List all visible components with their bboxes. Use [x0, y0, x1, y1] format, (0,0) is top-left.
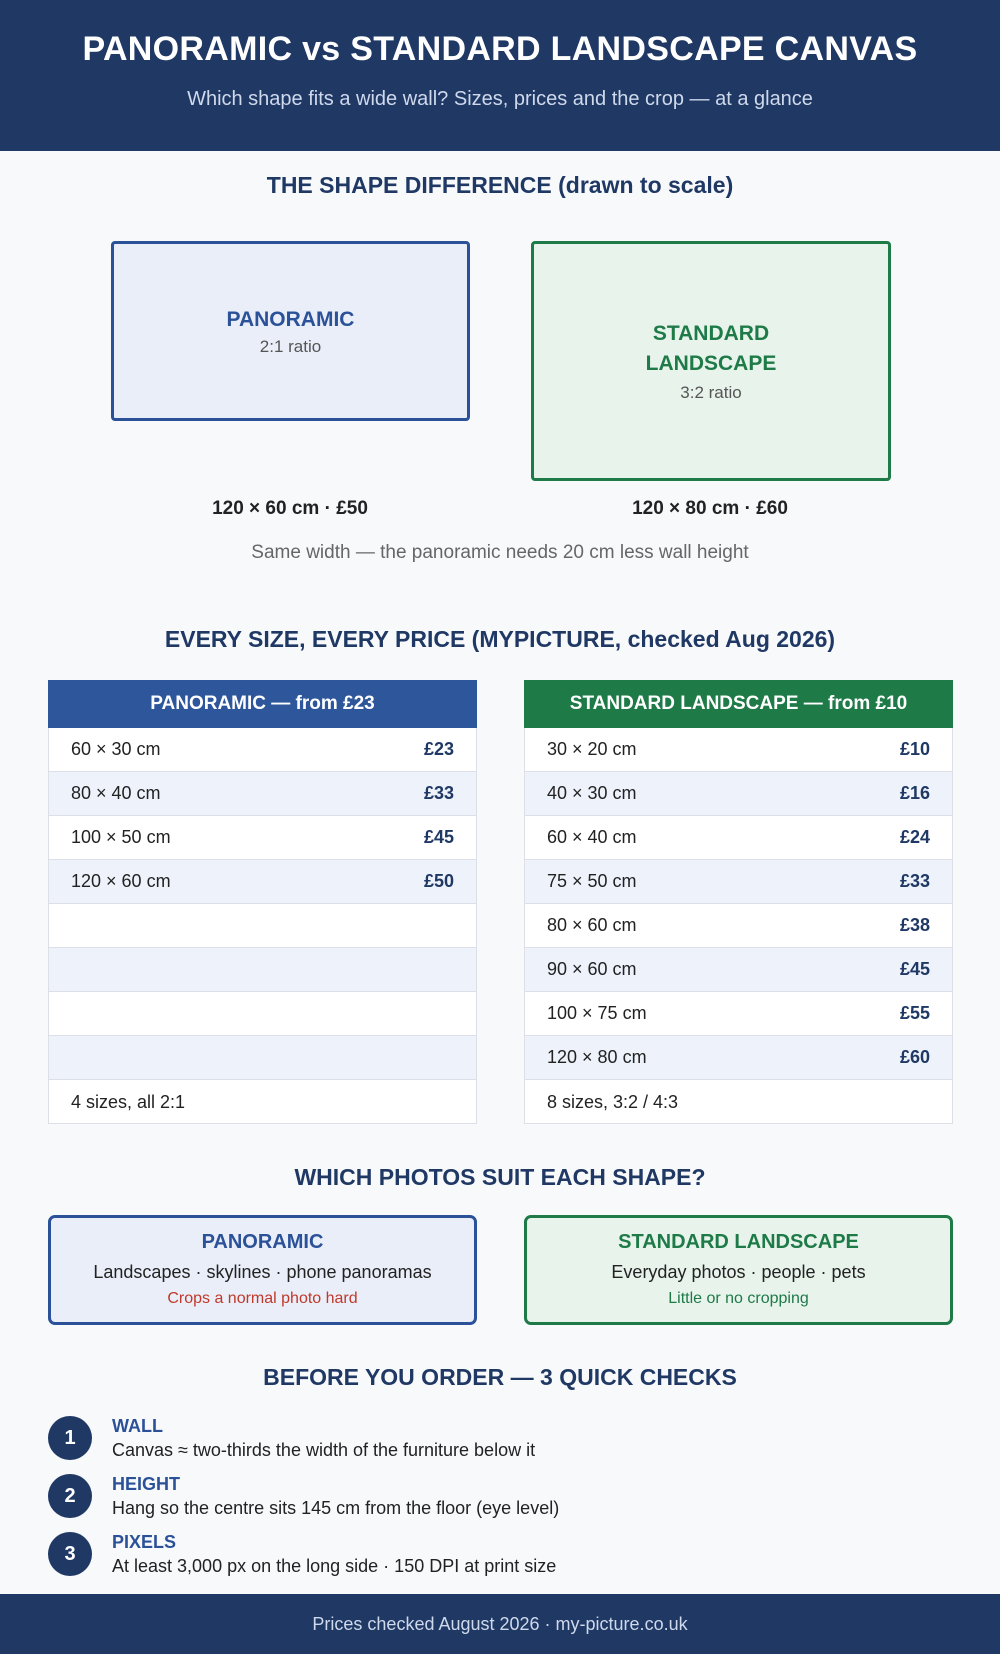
page-header: [0, 0, 1000, 151]
standard-price-table: [524, 680, 953, 1124]
price-cell: £33: [899, 871, 930, 891]
size-cell: 80 × 60 cm: [547, 915, 637, 935]
table-row: [524, 992, 953, 1036]
size-cell: 90 × 60 cm: [547, 959, 637, 979]
standard-shape-ratio: 3:2 ratio: [680, 383, 742, 402]
table-row: [48, 816, 477, 860]
price-cell: £55: [899, 1003, 930, 1023]
panoramic-suit-card: [48, 1215, 477, 1325]
table-row: [524, 816, 953, 860]
table-row: [48, 860, 477, 904]
check-title: PIXELS: [112, 1532, 177, 1552]
table-row: [48, 904, 477, 948]
table-row: [48, 948, 477, 992]
check-text: Canvas ≈ two-thirds the width of the furniture below it: [112, 1440, 536, 1460]
check-text: Hang so the centre sits 145 cm from the floor (eye level): [112, 1498, 560, 1518]
size-cell: 100 × 50 cm: [71, 827, 171, 847]
check-number: 3: [48, 1532, 92, 1576]
price-cell: £16: [899, 783, 930, 803]
table-row: [524, 904, 953, 948]
table-row: [524, 860, 953, 904]
price-section-title: EVERY SIZE, EVERY PRICE (MYPICTURE, checked Aug 2026): [164, 626, 836, 652]
standard-suit-uses: Everyday photos · people · pets: [611, 1262, 866, 1282]
panoramic-suit-warning: Crops a normal photo hard: [167, 1290, 358, 1307]
page-subtitle: Which shape fits a wide wall? Sizes, prices and the crop — at a glance: [187, 88, 813, 110]
panoramic-suit-uses: Landscapes · skylines · phone panoramas: [93, 1262, 432, 1282]
page-title: PANORAMIC vs STANDARD LANDSCAPE CANVAS: [82, 30, 918, 68]
check-title: HEIGHT: [112, 1474, 181, 1494]
shape-note: Same width — the panoramic needs 20 cm less wall height: [251, 542, 749, 563]
panoramic-suit-title: PANORAMIC: [201, 1231, 324, 1253]
size-cell: 80 × 40 cm: [71, 783, 161, 803]
check-number: 2: [48, 1474, 92, 1518]
table-row: [48, 992, 477, 1036]
panoramic-table-footer: 4 sizes, all 2:1: [48, 1080, 477, 1124]
footer-text: Prices checked August 2026 · my-picture.co.uk: [312, 1614, 688, 1634]
standard-table-rows: [524, 728, 953, 1080]
panoramic-dims: 120 × 60 cm · £50: [212, 498, 368, 519]
size-cell: 60 × 30 cm: [71, 739, 161, 759]
standard-shape: [531, 241, 891, 481]
size-cell: 120 × 80 cm: [547, 1047, 647, 1067]
table-row: [524, 948, 953, 992]
table-row: [48, 1036, 477, 1080]
price-cell: £23: [423, 739, 454, 759]
standard-table-header: STANDARD LANDSCAPE — from £10: [524, 680, 953, 728]
price-cell: £24: [899, 827, 930, 847]
standard-suit-title: STANDARD LANDSCAPE: [618, 1231, 859, 1253]
price-cell: £38: [899, 915, 930, 935]
price-cell: £45: [899, 959, 930, 979]
size-cell: 40 × 30 cm: [547, 783, 637, 803]
panoramic-table-rows: [48, 728, 477, 1080]
size-cell: 120 × 60 cm: [71, 871, 171, 891]
panoramic-shape-name: PANORAMIC: [226, 308, 355, 331]
panoramic-shape-ratio: 2:1 ratio: [259, 337, 322, 356]
standard-suit-card: [524, 1215, 953, 1325]
standard-shape-name-line1: STANDARD: [652, 322, 770, 345]
price-cell: £60: [899, 1047, 930, 1067]
size-cell: 100 × 75 cm: [547, 1003, 647, 1023]
table-row: [524, 772, 953, 816]
panoramic-price-table: [48, 680, 477, 1124]
size-cell: 60 × 40 cm: [547, 827, 637, 847]
price-cell: £45: [423, 827, 454, 847]
price-cell: £10: [899, 739, 930, 759]
standard-suit-benefit: Little or no cropping: [668, 1290, 809, 1307]
check-title: WALL: [112, 1416, 163, 1436]
standard-dims: 120 × 80 cm · £60: [632, 498, 788, 519]
size-cell: 30 × 20 cm: [547, 739, 637, 759]
suit-section-title: WHICH PHOTOS SUIT EACH SHAPE?: [294, 1164, 706, 1190]
page-footer: [0, 1594, 1000, 1654]
standard-table-footer: 8 sizes, 3:2 / 4:3: [524, 1080, 953, 1124]
price-cell: £33: [423, 783, 454, 803]
check-text: At least 3,000 px on the long side · 150 DPI at print size: [112, 1556, 557, 1576]
table-row: [524, 1036, 953, 1080]
size-cell: 75 × 50 cm: [547, 871, 637, 891]
table-row: [48, 728, 477, 772]
table-row: [48, 772, 477, 816]
check-item-pixels: [48, 1532, 948, 1582]
panoramic-shape: [111, 241, 470, 421]
price-cell: £50: [423, 871, 454, 891]
check-item-height: [48, 1474, 948, 1524]
standard-shape-name-line2: LANDSCAPE: [645, 352, 777, 375]
shape-section-title: THE SHAPE DIFFERENCE (drawn to scale): [266, 172, 734, 198]
table-row: [524, 728, 953, 772]
panoramic-table-header: PANORAMIC — from £23: [48, 680, 477, 728]
check-number: 1: [48, 1416, 92, 1460]
check-item-wall: [48, 1416, 948, 1466]
checks-section-title: BEFORE YOU ORDER — 3 QUICK CHECKS: [263, 1364, 737, 1390]
